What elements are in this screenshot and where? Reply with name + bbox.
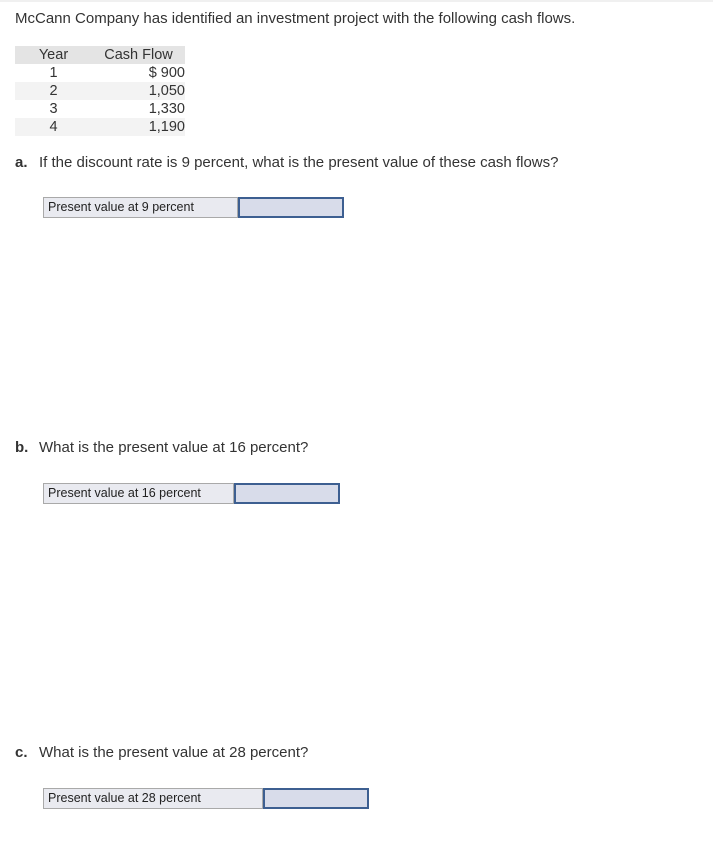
table-header-row <box>15 46 185 64</box>
cash-flow-value: 1,190 <box>148 119 185 135</box>
cash-flow-cell <box>92 64 185 82</box>
answer-row-b <box>43 483 340 504</box>
question-letter: a. <box>15 154 28 171</box>
cash-flow-cell <box>92 100 185 118</box>
table-row <box>15 64 185 82</box>
question-text: What is the present value at 28 percent? <box>39 744 309 761</box>
year-cell: 2 <box>15 82 92 100</box>
year-cell: 3 <box>49 101 58 117</box>
question-c <box>15 744 308 761</box>
question-letter: c. <box>15 744 28 761</box>
top-divider <box>0 0 713 2</box>
year-cell: 1 <box>49 65 58 81</box>
question-letter: b. <box>15 439 29 456</box>
present-value-9-input[interactable] <box>238 197 344 218</box>
cash-flow-table <box>15 46 185 136</box>
question-a <box>15 154 558 171</box>
cash-flow-value: 1,050 <box>148 83 185 99</box>
question-text: What is the present value at 16 percent? <box>39 439 309 456</box>
cash-flow-header: Cash Flow <box>92 46 185 64</box>
answer-label: Present value at 16 percent <box>43 483 234 504</box>
year-cell: 4 <box>15 118 92 136</box>
cash-flow-value: 1,330 <box>148 101 185 117</box>
present-value-16-input[interactable] <box>234 483 340 504</box>
present-value-28-input[interactable] <box>263 788 369 809</box>
table-row <box>15 118 185 136</box>
intro-text: McCann Company has identified an investment project with the following cash flows. <box>15 10 576 27</box>
cash-flow-cell <box>92 118 185 136</box>
answer-row-c <box>43 788 369 809</box>
answer-label: Present value at 9 percent <box>43 197 238 218</box>
question-text: If the discount rate is 9 percent, what is the present value of these cash flows? <box>39 154 559 171</box>
table-row <box>15 100 185 118</box>
table-row <box>15 82 185 100</box>
answer-label: Present value at 28 percent <box>43 788 263 809</box>
question-b <box>15 439 308 456</box>
cash-flow-value: $ 900 <box>148 65 185 81</box>
cash-flow-cell <box>92 82 185 100</box>
year-header: Year <box>15 46 92 64</box>
answer-row-a <box>43 197 344 218</box>
